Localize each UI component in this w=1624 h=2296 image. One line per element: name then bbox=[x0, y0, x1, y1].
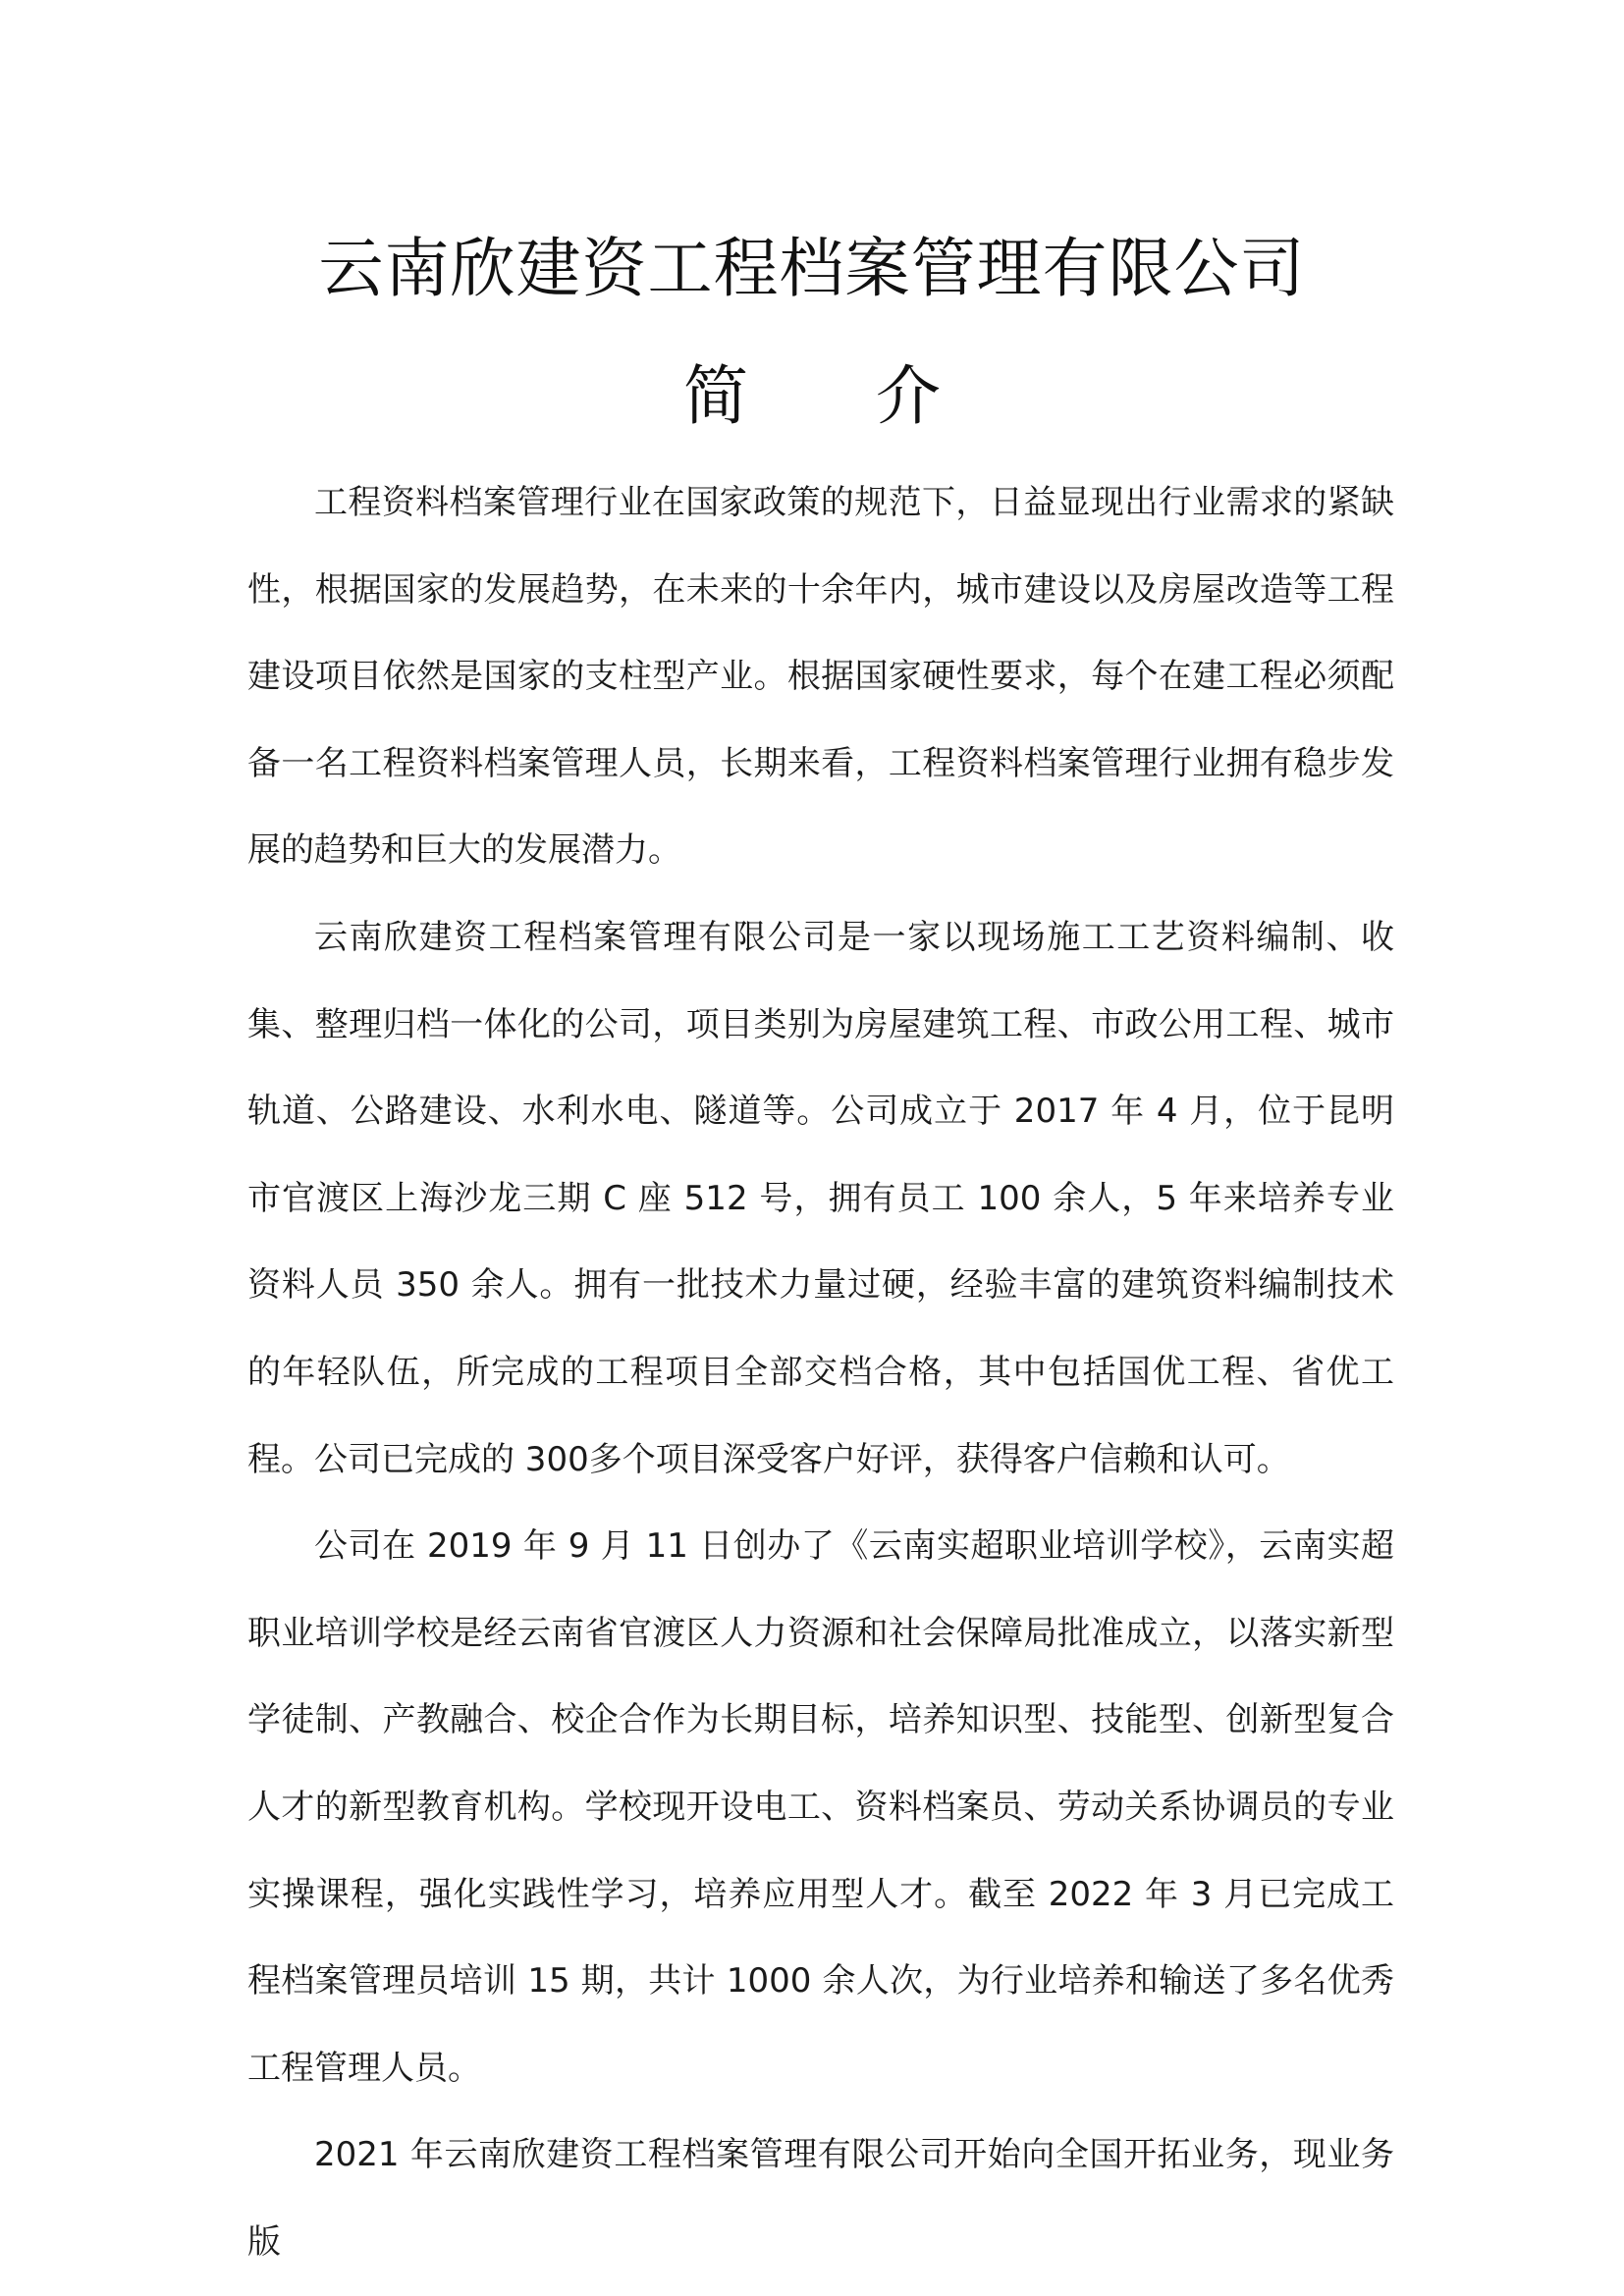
paragraph-national-expansion: 2021 年云南欣建资工程档案管理有限公司开始向全国开拓业务，现业务版 bbox=[247, 2135, 1394, 2262]
paragraph-industry-overview: 工程资料档案管理行业在国家政策的规范下，日益显现出行业需求的紧缺性，根据国家的发展趋势，在未来的十余年内，城市建设以及房屋改造等工程建设项目依然是国家的支柱型产业。根据国家硬性要求，每个在建工程必须配备一名工程资料档案管理人员，长期来看，工程资料档案管理行业拥有稳步发展的趋势和巨大的发展潜力。 bbox=[247, 483, 1394, 871]
subtitle-char-2: 介 bbox=[876, 358, 941, 434]
paragraph-training-school: 公司在 2019 年 9 月 11 日创办了《云南实超职业培训学校》，云南实超职业培训学校是经云南省官渡区人力资源和社会保障局批准成立，以落实新型学徒制、产教融合、校企合作为长期目标，培养知识型、技能型、创新型复合人才的新型教育机构。学校现开设电工、资料档案员、劳动关系协调员的专业实操课程，强化实践性学习，培养应用型人才。截至 2022 年 3 月已完成工程档案管理员培训 15 期，共计 1000 余人次，为行业培养和输送了多名优秀工程管理人员。 bbox=[247, 1526, 1394, 2088]
document-subtitle bbox=[0, 355, 1624, 438]
document-body bbox=[247, 459, 1394, 2285]
paragraph-company-profile: 云南欣建资工程档案管理有限公司是一家以现场施工工艺资料编制、收集、整理归档一体化的公司，项目类别为房屋建筑工程、市政公用工程、城市轨道、公路建设、水利水电、隧道等。公司成立于 2017 年 4 月，位于昆明市官渡区上海沙龙三期 C 座 512 号，拥有员工 100 余人，5 年来培养专业资料人员 350 余人。拥有一批技术力量过硬，经验丰富的建筑资料编制技术的年轻队伍，所完成的工程项目全部交档合格，其中包括国优工程、省优工程。公司已完成的 300多个项目深受客户好评，获得客户信赖和认可。 bbox=[247, 917, 1394, 1479]
document-title: 云南欣建资工程档案管理有限公司 bbox=[318, 231, 1306, 306]
subtitle-char-1: 简 bbox=[683, 358, 748, 434]
